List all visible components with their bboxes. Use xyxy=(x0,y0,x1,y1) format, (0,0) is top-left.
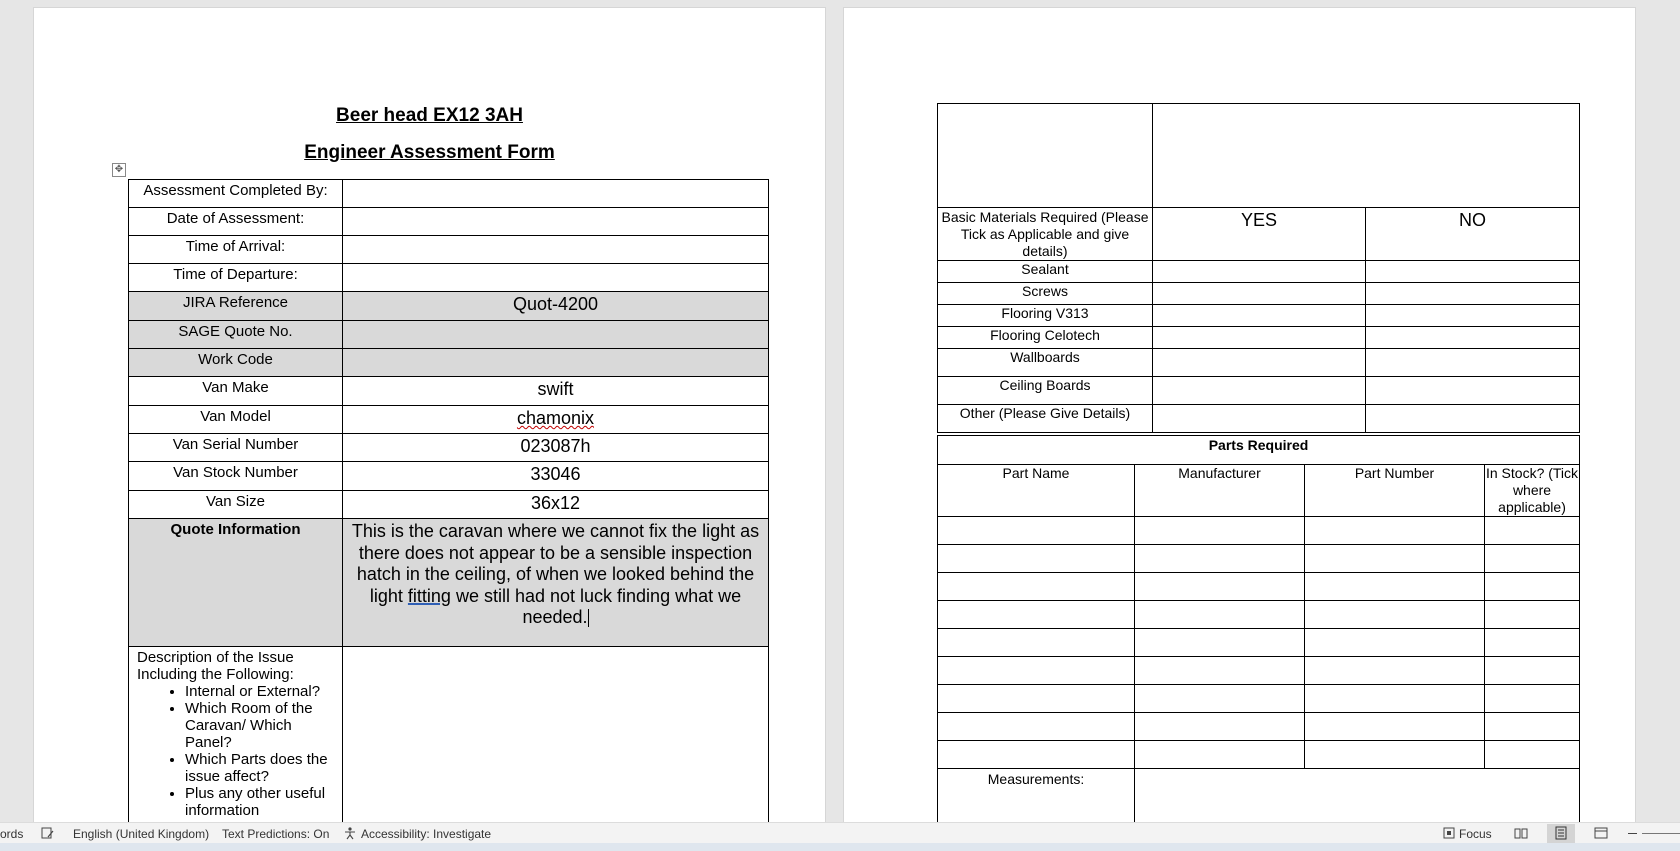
table-row xyxy=(938,657,1580,685)
cell[interactable] xyxy=(1485,713,1580,741)
row-label: SAGE Quote No. xyxy=(129,321,343,349)
row-value[interactable]: 023087h xyxy=(343,434,769,462)
material-item: Ceiling Boards xyxy=(938,377,1153,405)
description-value[interactable] xyxy=(343,647,769,825)
cell[interactable] xyxy=(1485,741,1580,769)
row-value[interactable]: Quot-4200 xyxy=(343,292,769,321)
column-header: Part Name xyxy=(938,465,1135,517)
cell[interactable] xyxy=(1485,517,1580,545)
cell[interactable] xyxy=(1485,685,1580,713)
word-count[interactable]: ords xyxy=(0,827,24,841)
row-label: Van Serial Number xyxy=(129,434,343,462)
table-row xyxy=(938,685,1580,713)
blank-cell[interactable] xyxy=(938,104,1153,208)
column-header: Manufacturer xyxy=(1135,465,1305,517)
yes-cell[interactable] xyxy=(1153,405,1366,433)
row-value[interactable] xyxy=(343,264,769,292)
document-page-2[interactable] xyxy=(843,7,1636,824)
row-label: Van Model xyxy=(129,406,343,434)
measurements-label: Measurements: xyxy=(938,769,1135,825)
cell[interactable] xyxy=(938,517,1135,545)
document-subtitle: Engineer Assessment Form xyxy=(304,142,555,163)
list-item: • Which Room of the Caravan/ Which Panel? xyxy=(185,700,334,751)
cell[interactable] xyxy=(1135,601,1305,629)
description-heading: Description of the Issue Including the Following: xyxy=(137,649,294,683)
cell[interactable] xyxy=(1135,685,1305,713)
material-item: Wallboards xyxy=(938,349,1153,377)
row-value[interactable] xyxy=(343,236,769,264)
quote-text-part: we still had not luck finding what we needed. xyxy=(450,585,742,627)
material-item: Flooring V313 xyxy=(938,305,1153,327)
cell[interactable] xyxy=(1135,629,1305,657)
material-item: Screws xyxy=(938,283,1153,305)
row-label: Assessment Completed By: xyxy=(129,180,343,208)
accessibility-icon[interactable] xyxy=(343,826,357,840)
no-cell[interactable] xyxy=(1366,405,1580,433)
table-move-handle-icon[interactable]: ✥ xyxy=(112,163,126,177)
cell[interactable] xyxy=(1135,545,1305,573)
materials-table xyxy=(937,103,1580,433)
cell[interactable] xyxy=(1305,517,1485,545)
read-mode-icon[interactable] xyxy=(1514,826,1528,840)
quote-label: Quote Information xyxy=(129,519,343,647)
cell[interactable] xyxy=(938,685,1135,713)
table-row xyxy=(938,573,1580,601)
materials-header: Basic Materials Required (Please Tick as Applicable and give details) xyxy=(938,208,1153,261)
row-label: Date of Assessment: xyxy=(129,208,343,236)
description-cell xyxy=(129,647,343,825)
row-value[interactable]: swift xyxy=(343,377,769,406)
cell[interactable] xyxy=(1305,629,1485,657)
web-layout-icon[interactable] xyxy=(1594,826,1608,840)
cell[interactable] xyxy=(938,629,1135,657)
proofing-icon[interactable] xyxy=(41,826,55,840)
table-row xyxy=(938,629,1580,657)
yes-cell[interactable] xyxy=(1153,327,1366,349)
taskbar-strip xyxy=(0,843,1680,851)
spelling-mark: chamonix xyxy=(516,408,595,428)
cell[interactable] xyxy=(1485,601,1580,629)
row-label: Time of Arrival: xyxy=(129,236,343,264)
yes-cell[interactable] xyxy=(1153,377,1366,405)
quote-text-part: This is the caravan where we cannot fix the light as there does not appear to be a sensible inspection hatch in the ceiling, of when we looked behind the light xyxy=(351,521,760,606)
text-cursor xyxy=(588,609,589,627)
accessibility-indicator[interactable]: Accessibility: Investigate xyxy=(361,827,492,841)
row-label: Van Make xyxy=(129,377,343,406)
row-label: JIRA Reference xyxy=(129,292,343,321)
parts-table xyxy=(937,435,1580,824)
no-cell[interactable] xyxy=(1366,349,1580,377)
cell[interactable] xyxy=(1135,657,1305,685)
row-value[interactable]: 36x12 xyxy=(343,491,769,519)
table-row xyxy=(938,601,1580,629)
row-value[interactable] xyxy=(343,321,769,349)
zoom-out-button[interactable] xyxy=(1628,833,1637,834)
text-predictions-indicator[interactable]: Text Predictions: On xyxy=(222,827,330,841)
cell[interactable] xyxy=(1135,517,1305,545)
table-row xyxy=(938,517,1580,545)
cell[interactable] xyxy=(1485,573,1580,601)
table-row xyxy=(938,741,1580,769)
yes-cell[interactable] xyxy=(1153,261,1366,283)
row-label: Work Code xyxy=(129,349,343,377)
yes-cell[interactable] xyxy=(1153,283,1366,305)
row-value[interactable]: 33046 xyxy=(343,462,769,491)
table-row xyxy=(938,545,1580,573)
cell[interactable] xyxy=(938,545,1135,573)
material-item: Other (Please Give Details) xyxy=(938,405,1153,433)
focus-button[interactable]: Focus xyxy=(1459,827,1492,841)
no-header: NO xyxy=(1366,208,1580,261)
cell[interactable] xyxy=(1305,657,1485,685)
row-label: Time of Departure: xyxy=(129,264,343,292)
row-label: Van Stock Number xyxy=(129,462,343,491)
cell[interactable] xyxy=(1305,713,1485,741)
cell[interactable] xyxy=(1305,685,1485,713)
cell[interactable] xyxy=(1305,573,1485,601)
material-item: Sealant xyxy=(938,261,1153,283)
measurements-value[interactable] xyxy=(1135,769,1580,825)
no-cell[interactable] xyxy=(1366,377,1580,405)
status-bar xyxy=(0,822,1680,844)
print-layout-icon[interactable] xyxy=(1554,826,1568,840)
row-value[interactable] xyxy=(343,349,769,377)
cell[interactable] xyxy=(938,573,1135,601)
cell[interactable] xyxy=(1135,573,1305,601)
cell[interactable] xyxy=(1485,657,1580,685)
cell[interactable] xyxy=(1305,741,1485,769)
grammar-mark: fitting xyxy=(407,585,451,606)
description-list xyxy=(137,683,334,819)
yes-cell[interactable] xyxy=(1153,305,1366,327)
document-page-1[interactable] xyxy=(33,7,826,824)
cell[interactable] xyxy=(938,713,1135,741)
zoom-slider[interactable] xyxy=(1642,833,1680,834)
column-header: In Stock? (Tick where applicable) xyxy=(1485,465,1579,515)
list-item: • Internal or External? xyxy=(185,683,334,700)
cell[interactable] xyxy=(938,657,1135,685)
row-value[interactable] xyxy=(343,180,769,208)
blank-cell[interactable] xyxy=(1153,104,1580,208)
yes-cell[interactable] xyxy=(1153,349,1366,377)
list-item: • Plus any other useful information xyxy=(185,785,334,819)
row-value[interactable] xyxy=(343,406,769,434)
list-item: • Which Parts does the issue affect? xyxy=(185,751,334,785)
focus-icon[interactable] xyxy=(1442,826,1456,840)
cell[interactable] xyxy=(1485,629,1580,657)
cell[interactable] xyxy=(1305,601,1485,629)
document-title: Beer head EX12 3AH xyxy=(336,105,523,126)
row-label: Van Size xyxy=(129,491,343,519)
cell[interactable] xyxy=(938,601,1135,629)
cell[interactable] xyxy=(1135,713,1305,741)
no-cell[interactable] xyxy=(1366,261,1580,283)
column-header: Part Number xyxy=(1305,465,1485,517)
cell[interactable] xyxy=(1135,741,1305,769)
no-cell[interactable] xyxy=(1366,305,1580,327)
table-row xyxy=(938,713,1580,741)
quote-text[interactable] xyxy=(343,519,769,647)
assessment-table-main xyxy=(128,179,769,824)
no-cell[interactable] xyxy=(1366,283,1580,305)
yes-header: YES xyxy=(1153,208,1366,261)
row-value[interactable] xyxy=(343,208,769,236)
no-cell[interactable] xyxy=(1366,327,1580,349)
material-item: Flooring Celotech xyxy=(938,327,1153,349)
cell[interactable] xyxy=(1305,545,1485,573)
parts-title: Parts Required xyxy=(938,436,1580,465)
language-indicator[interactable]: English (United Kingdom) xyxy=(73,827,210,841)
cell[interactable] xyxy=(938,741,1135,769)
cell[interactable] xyxy=(1485,545,1580,573)
